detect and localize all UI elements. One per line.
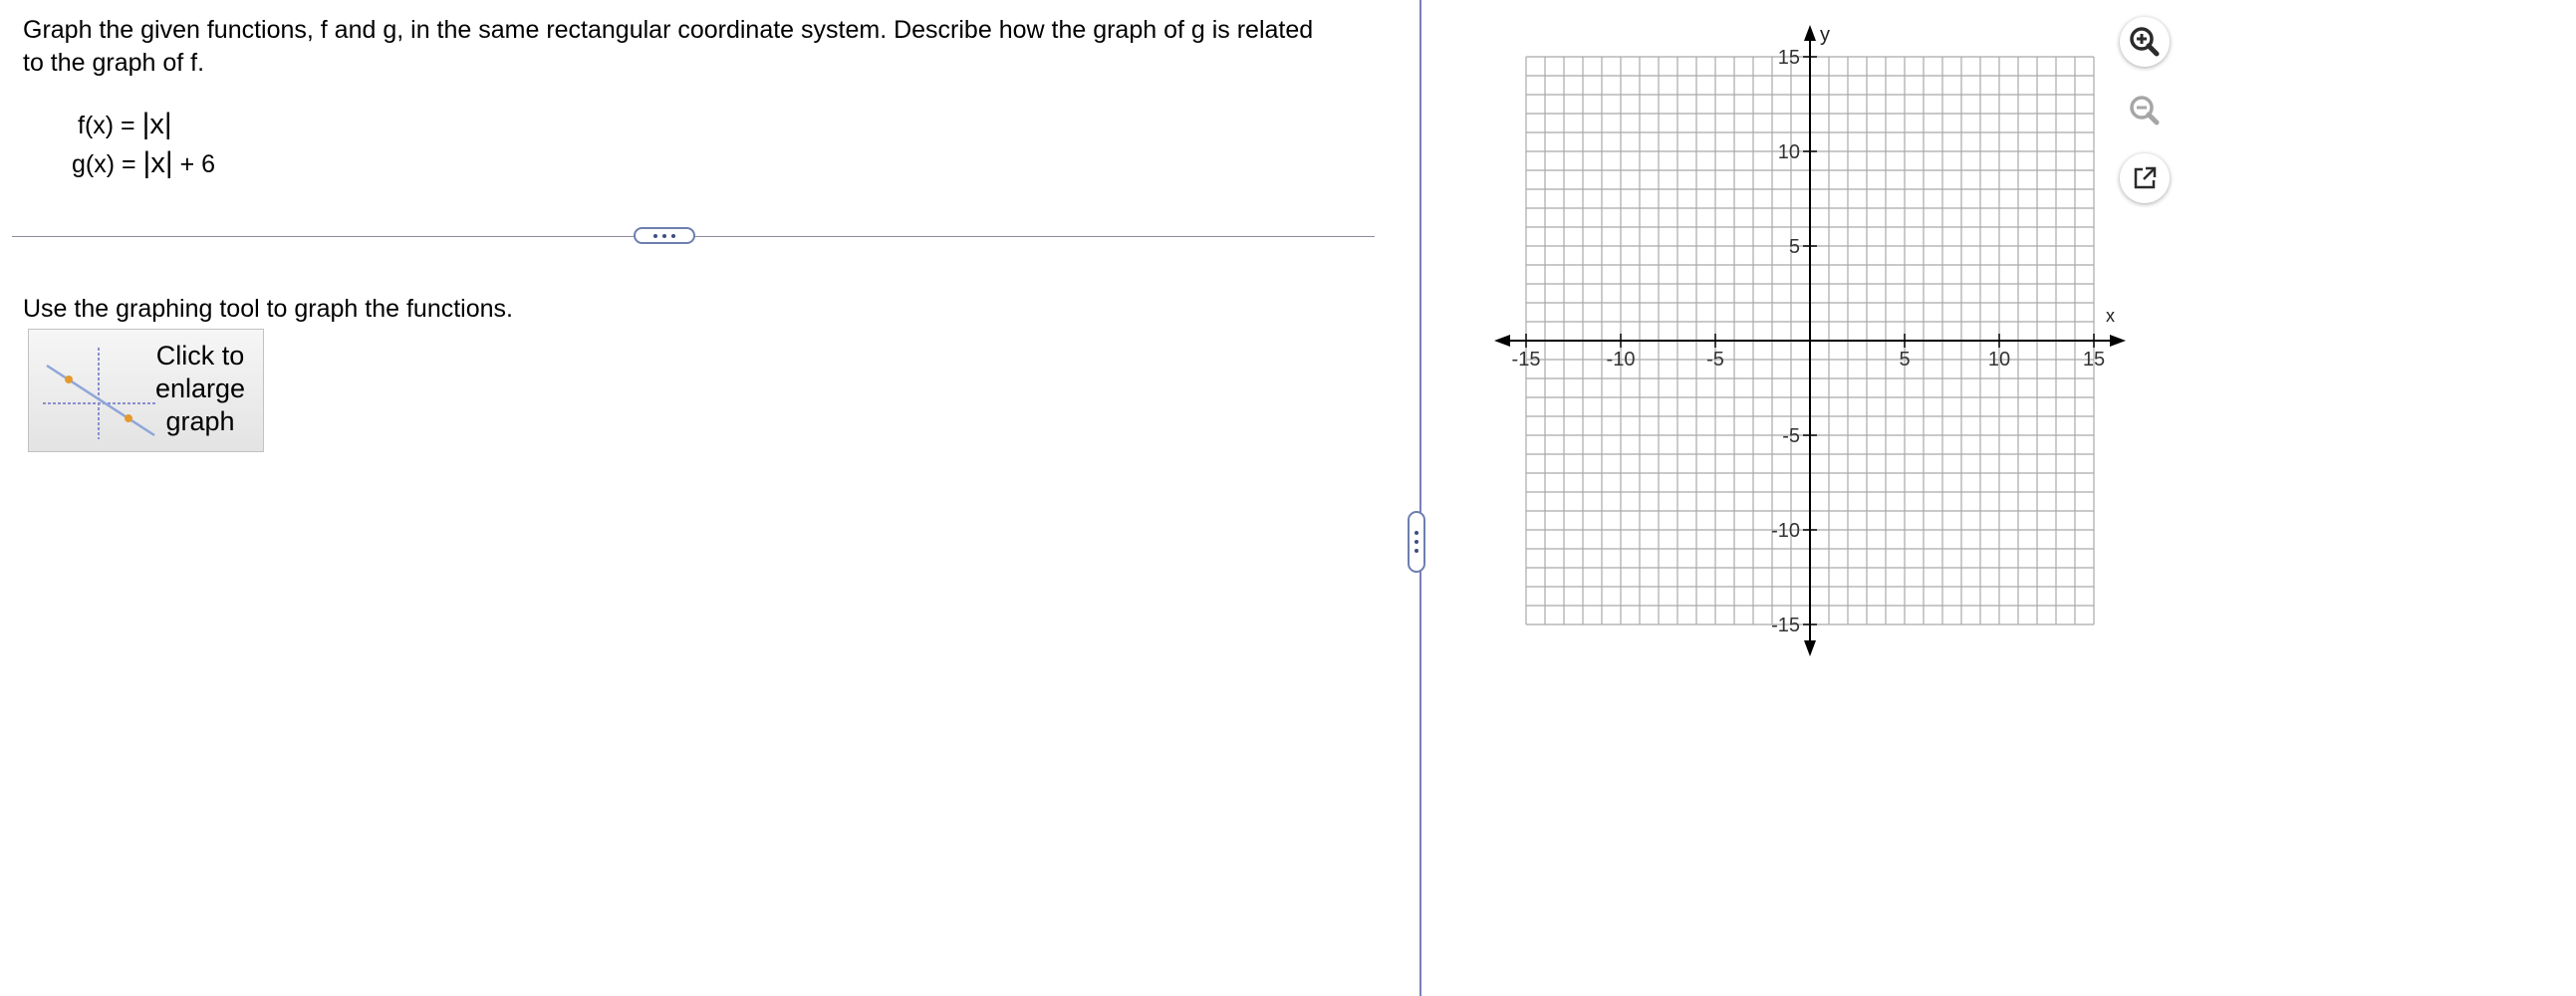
- pane-splitter[interactable]: [1419, 0, 1421, 996]
- y-tick-label: -5: [1782, 425, 1800, 447]
- y-axis-arrow-up: [1804, 25, 1816, 41]
- abs-bar-right: |: [164, 146, 173, 179]
- enlarge-graph-button[interactable]: [28, 329, 264, 452]
- x-axis-arrow-right: [2110, 335, 2126, 347]
- function-g-expr: x: [150, 147, 165, 179]
- handle-dot: [662, 234, 666, 238]
- handle-dot: [1415, 540, 1418, 544]
- y-tick-label: 15: [1777, 47, 1800, 69]
- axes: [1494, 25, 2126, 656]
- zoom-out-icon: [2120, 86, 2170, 135]
- question-prompt: Graph the given functions, f and g, in the same rectangular coordinate system. Describe how the graph of g is related to the graph of f.: [23, 16, 1314, 77]
- y-tick-label: -15: [1771, 615, 1800, 636]
- handle-dot: [653, 234, 657, 238]
- handle-dot: [1415, 549, 1418, 553]
- y-axis-arrow-down: [1804, 640, 1816, 656]
- popout-button[interactable]: [2120, 153, 2170, 203]
- handle-dot: [671, 234, 675, 238]
- y-tick-label: 5: [1788, 236, 1800, 258]
- function-f: [78, 108, 172, 141]
- zoom-in-button[interactable]: [2120, 17, 2170, 67]
- abs-bar-left: |: [142, 146, 151, 179]
- y-tick-label: -10: [1771, 520, 1800, 542]
- x-tick-label: -5: [1706, 349, 1724, 371]
- zoom-in-icon: [2120, 17, 2170, 67]
- y-axis-label: y: [1820, 24, 1830, 46]
- y-tick-label: 10: [1777, 141, 1800, 163]
- zoom-out-button[interactable]: [2120, 86, 2170, 135]
- popout-icon: [2120, 153, 2170, 203]
- enlarge-graph-label: Click to enlarge graph: [154, 341, 246, 436]
- function-f-expr: x: [149, 109, 164, 140]
- expand-handle[interactable]: [634, 227, 695, 244]
- pane-splitter-handle[interactable]: [1408, 511, 1425, 573]
- handle-dot: [1415, 531, 1418, 535]
- x-tick-label: 10: [1987, 349, 2011, 371]
- x-tick-label: 5: [1899, 349, 1911, 371]
- instruction-text: Use the graphing tool to graph the functions.: [23, 295, 513, 323]
- function-g-label: g(x) =: [72, 150, 143, 178]
- graph-canvas[interactable]: [1474, 15, 2132, 672]
- function-f-label: f(x) =: [78, 112, 142, 139]
- abs-bar-left: |: [141, 108, 150, 140]
- x-axis-label: x: [2106, 306, 2115, 326]
- abs-bar-right: |: [163, 108, 172, 140]
- x-axis-arrow-left: [1494, 335, 1510, 347]
- x-tick-label: 15: [2082, 349, 2106, 371]
- x-tick-label: -15: [1511, 349, 1541, 371]
- function-g-suffix: + 6: [172, 150, 216, 178]
- x-tick-label: -10: [1606, 349, 1636, 371]
- function-g: [72, 146, 215, 180]
